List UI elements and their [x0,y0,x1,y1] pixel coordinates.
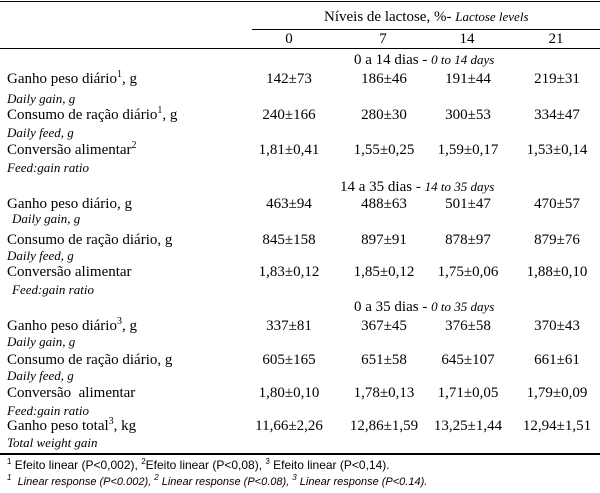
row-label [7,232,172,249]
row-label-en: Feed:gain ratio [7,403,89,418]
level-14-header: 14 [459,31,475,47]
cell-level-0: 1,83±0,12 [258,264,320,280]
footnote-mark: 3 [292,473,297,482]
row-label [7,264,132,281]
row-label [7,385,135,402]
level-7-header: 7 [379,31,387,47]
cell-level-7: 897±91 [361,232,407,248]
header-bottom-rule [0,48,600,49]
row-label [7,71,137,88]
footnote-mark: 3 [116,316,122,327]
cell-level-0: 845±158 [262,232,316,248]
cell-level-14: 501±47 [445,196,491,212]
row-unit: , g [162,107,178,123]
cell-level-0: 463±94 [266,196,312,212]
footnote-mark: 1 [7,457,12,466]
footnote-mark: 3 [108,416,114,427]
cell-level-21: 470±57 [534,196,580,212]
period-en: 14 to 35 days [424,179,495,194]
cell-level-0: 142±73 [266,71,312,87]
table-bottom-rule [0,453,600,455]
cell-level-14: 878±97 [445,232,491,248]
cell-level-21: 1,53±0,14 [526,142,588,158]
cell-level-7: 186±46 [361,71,407,87]
period-heading [340,178,494,196]
cell-level-21: 1,88±0,10 [526,264,588,280]
cell-level-0: 11,66±2,26 [255,418,323,434]
footnote-text: Efeito linear (P<0,08), [145,458,266,472]
row-label-text: Consumo de ração diário, g [7,232,173,248]
cell-level-14: 376±58 [445,318,491,334]
cell-level-7: 651±58 [361,352,407,368]
row-label-en: Daily gain, g [12,211,81,226]
cell-level-0: 240±166 [262,107,316,123]
cell-level-21: 12,94±1,51 [522,418,592,434]
footnote-mark: 2 [141,457,146,466]
row-label-en: Total weight gain [7,435,98,450]
footnote-mark: 2 [154,473,159,482]
cell-level-0: 605±165 [262,352,316,368]
lactose-levels-en: Lactose levels [455,9,529,24]
footnote-mark: 2 [131,140,137,151]
row-label-text: Ganho peso diário, g [7,196,132,212]
footnote-mark: 1 [157,105,163,116]
cell-level-14: 1,59±0,17 [437,142,499,158]
cell-level-7: 1,85±0,12 [353,264,415,280]
cell-level-14: 300±53 [445,107,491,123]
row-label-text: Conversão alimentar [7,264,132,280]
row-label-text: Ganho peso total [7,418,109,434]
cell-level-7: 1,55±0,25 [353,142,415,158]
cell-level-7: 367±45 [361,318,407,334]
cell-level-14: 1,71±0,05 [437,385,499,401]
footnote-mark: 1 [116,69,122,80]
period-pt: 0 a 14 dias - [354,52,428,68]
period-heading [354,298,494,316]
period-en: 0 to 14 days [431,52,495,67]
row-label [7,142,137,159]
header-group-rule [252,29,600,30]
cell-level-0: 1,81±0,41 [258,142,320,158]
cell-level-21: 334±47 [534,107,580,123]
cell-level-21: 370±43 [534,318,580,334]
top-rule [0,1,600,2]
row-label [7,107,177,124]
row-label-en: Feed:gain ratio [12,282,94,297]
row-label-en: Daily gain, g [7,334,76,349]
row-unit: , g [121,318,137,334]
cell-level-21: 219±31 [534,71,580,87]
row-label-text: Consumo de ração diário, g [7,352,173,368]
cell-level-21: 1,79±0,09 [526,385,588,401]
footnote-mark: 1 [7,473,12,482]
row-label-en: Feed:gain ratio [7,160,89,175]
footnote-en [7,475,427,489]
period-en: 0 to 35 days [431,299,495,314]
cell-level-0: 337±81 [266,318,312,334]
row-label [7,352,172,369]
footnote-pt [7,458,390,472]
footnote-text: Linear response (P<0.002), [11,476,155,488]
row-label-text: Conversão alimentar [7,142,132,158]
period-pt: 14 a 35 dias - [340,179,421,195]
row-label-en: Daily feed, g [7,368,74,383]
cell-level-14: 645±107 [441,352,495,368]
cell-level-7: 488±63 [361,196,407,212]
row-unit: , g [121,71,137,87]
row-unit: , kg [113,418,137,434]
footnote-text: Efeito linear (P<0,14). [269,458,390,472]
cell-level-14: 1,75±0,06 [437,264,499,280]
row-label-en: Daily gain, g [7,91,76,106]
cell-level-14: 13,25±1,44 [433,418,503,434]
row-label [7,318,137,335]
footnote-text: Linear response (P<0.14). [296,476,428,488]
row-label-en: Daily feed, g [7,125,74,140]
cell-level-14: 191±44 [445,71,491,87]
row-label-text: Conversão alimentar [7,385,136,401]
cell-level-0: 1,80±0,10 [258,385,320,401]
lactose-levels-heading [324,8,529,26]
cell-level-7: 1,78±0,13 [353,385,415,401]
row-label-text: Ganho peso diário [7,318,117,334]
row-label [7,418,136,435]
level-21-header: 21 [548,31,564,47]
cell-level-21: 661±61 [534,352,580,368]
level-0-header: 0 [285,31,293,47]
lactose-levels-pt: Níveis de lactose, %- [324,9,452,25]
footnote-text: Efeito linear (P<0,002), [11,458,142,472]
row-label-text: Ganho peso diário [7,71,117,87]
footnote-text: Linear response (P<0.08), [158,476,293,488]
row-label-en: Daily feed, g [7,248,74,263]
footnote-mark: 3 [265,457,270,466]
cell-level-7: 280±30 [361,107,407,123]
cell-level-7: 12,86±1,59 [349,418,419,434]
row-label-text: Consumo de ração diário [7,107,158,123]
cell-level-21: 879±76 [534,232,580,248]
period-pt: 0 a 35 dias - [354,299,428,315]
period-heading [354,51,494,69]
